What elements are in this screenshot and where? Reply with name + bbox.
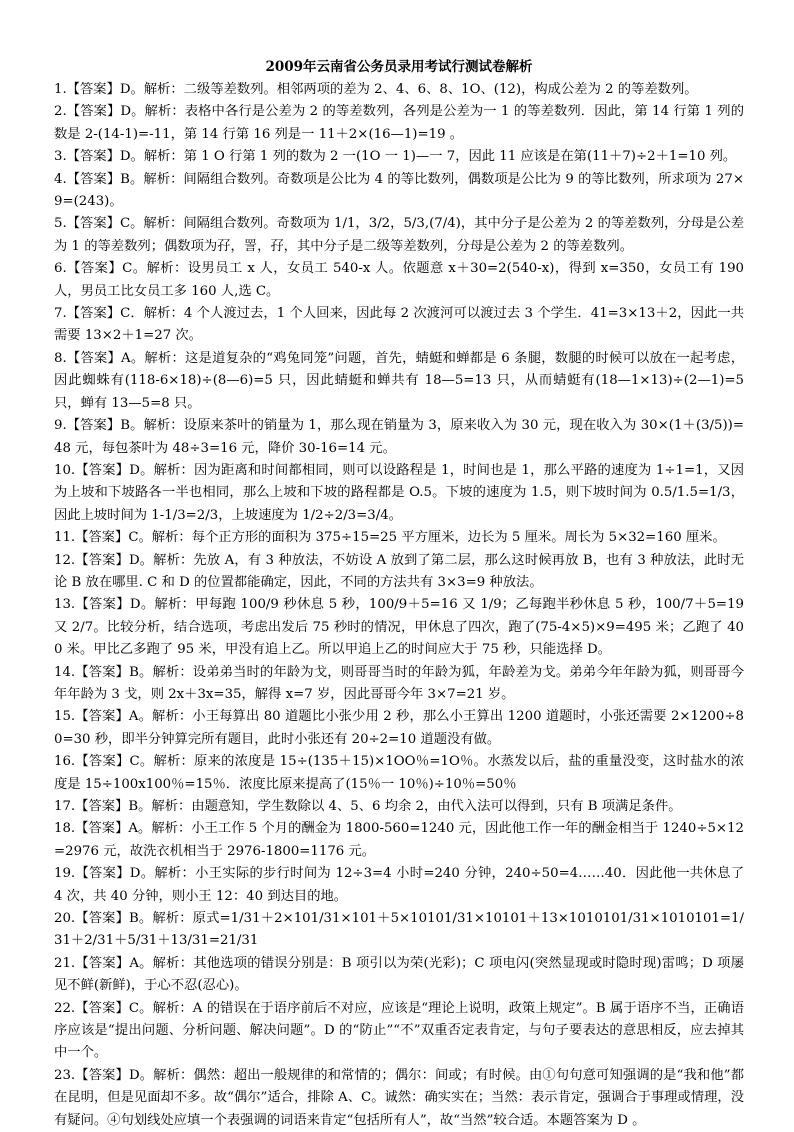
answer-item-18: 18.【答案】A。解析：小王工作 5 个月的酬金为 1800-560=1240 元，因此他工作一年的酬金相当于 1240÷5×12=2976 元，故洗衣机相当于 2976-1800=1176 元。 — [54, 821, 744, 859]
answer-item-2: 2.【答案】D。解析：表格中各行是公差为 2 的等差数列，各列是公差为一 1 的等差数列．因此，第 14 行第 1 列的数是 2-(14-1)=-11，第 14 行第 16 列是一 11＋2×(16—1)=19 。 — [54, 104, 744, 142]
answer-item-11: 11.【答案】C。解析：每个正方形的面积为 375÷15=25 平方厘米，边长为 5 厘米。周长为 5×32=160 厘米。 — [54, 530, 726, 546]
answer-item-16: 16.【答案】C。解析：原来的浓度是 15÷(135＋15)×1OO％=1O％。水蒸发以后，盐的重量没变，这时盐水的浓度是 15÷100x100％=15％．浓度比原来提高了(15％一 10％)÷10％=50％ — [54, 754, 744, 792]
answer-item-15: 15.【答案】A。解析：小王每算出 80 道题比小张少用 2 秒，那么小王算出 1200 道题时，小张还需要 2×1200÷80=30 秒，即半分钟算完所有题目，此时小张还有 20÷2=10 道题没有做。 — [54, 709, 744, 747]
answer-item-7: 7.【答案】C．解析：4 个人渡过去，1 个人回来，因此每 2 次渡河可以渡过去 3 个学生．41=3×13＋2，因此一共需要 13×2＋1=27 次。 — [54, 306, 744, 344]
answer-item-17: 17.【答案】B。解析：由题意知，学生数除以 4、5、6 均余 2，由代入法可以得到，只有 B 项满足条件。 — [54, 799, 682, 814]
answer-item-3: 3.【答案】D。解析：第 1 O 行第 1 列的数为 2 一(1O 一 1)—一 7，因此 11 应该是在第(11＋7)÷2＋1=10 列。 — [54, 149, 737, 165]
answer-item-19: 19.【答案】D。解析：小王实际的步行时间为 12÷3=4 小时=240 分钟，240÷50=4……40．因此他一共休息了 4 次，共 40 分钟，则小王 12：40 到达目的地。 — [54, 866, 744, 904]
answer-item-9: 9.【答案】B。解析：设原来茶叶的销量为 1，那么现在销量为 3，原来收入为 30 元，现在收入为 30×(1＋(3/5))=48 元，每包茶叶为 48÷3=16 元，降价 30-16=14 元。 — [54, 418, 744, 456]
answer-item-10: 10.【答案】D。解析：因为距离和时间都相同，则可以设路程是 1，时间也是 1，那么平路的速度为 1÷1=1，又因为上坡和下坡路各一半也相同，那么上坡和下坡的路程都是 O.5。下坡的速度为 1.5，则下坡时间为 0.5/1.5=1/3，因此上坡时间为 1-1/3=2/3，上坡速度为 1/2÷2/3=3/4。 — [54, 462, 744, 523]
answer-item-13: 13.【答案】D。解析：甲每跑 100/9 秒休息 5 秒，100/9＋5=16 又 1/9；乙每跑半秒休息 5 秒，100/7＋5=19 又 2/7。比较分析，结合选项，考虑出发后 75 秒时的情况，甲休息了四次，跑了(75-4×5)×9=495 米；乙跑了 400 米。甲比乙多跑了 95 米，甲没有追上乙。所以甲追上乙的时间应大于 75 秒，只能选择 D。 — [54, 597, 744, 658]
page-title: 2009年云南省公务员录用考试行测试卷解析 — [265, 59, 533, 75]
answer-item-22: 22.【答案】C。解析：A 的错误在于语序前后不对应，应该是“理论上说明，政策上规定”。B 属于语序不当，正确语序应该是“提出问题、分析问题、解决问题”。D 的“防止”“不”双重否定表肯定，与句子要表达的意思相反，应去掉其中一个。 — [54, 1000, 744, 1061]
answer-item-14: 14.【答案】B。解析：设弟弟当时的年龄为戈，则哥哥当时的年龄为狐，年龄差为戈。弟弟今年年龄为狐，则哥哥今年年龄为 3 戈，则 2x＋3x=35，解得 x=7 岁，因此哥哥今年 3×7=21 岁。 — [54, 664, 744, 702]
answer-item-4: 4.【答案】B。解析：间隔组合数列。奇数项是公比为 4 的等比数列，偶数项是公比为 9 的等比数列，所求项为 27×9=(243)。 — [54, 171, 744, 210]
answer-item-6: 6.【答案】C。解析：设男员工 x 人，女员工 540-x 人。依题意 x＋30=2(540-x)，得到 x=350，女员工有 190 人，男员工比女员工多 160 人,选 C。 — [54, 261, 744, 299]
answer-item-20: 20.【答案】B。解析：原式=1/31＋2×101/31×101＋5×10101/31×10101＋13×1010101/31×1010101=1/31＋2/31＋5/31＋13/31=21/31 — [54, 911, 744, 949]
answer-item-8: 8.【答案】A。解析：这是道复杂的“鸡兔同笼”问题，首先，蜻蜓和蝉都是 6 条腿，数腿的时候可以放在一起考虑，因此蜘蛛有(118-6×18)÷(8—6)=5 只，因此蜻蜓和蝉共有 18—5=13 只，从而蜻蜓有(18—1×13)÷(2—1)=5 只，蝉有 13—5=8 只。 — [54, 350, 744, 411]
answer-item-21: 21.【答案】A。解析：其他选项的错误分别是：B 项引以为荣(光彩)；C 项电闪(突然显现或时隐时现)雷鸣；D 项屡见不鲜(新鲜)，于心不忍(忍心)。 — [54, 955, 744, 994]
answer-item-5: 5.【答案】C。解析：间隔组合数列。奇数项为 1/1，3/2，5/3,(7/4)，其中分子是公差为 2 的等差数列，分母是公差为 1 的等差数列；偶数项为孖，詈，孖，其中分子是二级等差数列，分母是公差为 2 的等差数列。 — [54, 216, 744, 254]
answer-item-1: 1.【答案】D。解析：二级等差数列。相邻两项的差为 2、4、6、8、1O、(12)，构成公差为 2 的等差数列。 — [54, 82, 698, 97]
answer-item-23: 23.【答案】D。解析：偶然：超出一般规律的和常情的；偶尔：间或；有时候。由①句句意可知强调的是“我和他”都在昆明，但是见面却不多。故“偶尔”适合，排除 A、C。诚然：确实实在；当然：表示肯定，强调合于事理或情理，没有疑问。④句划线处应填一个表强调的词语来肯定“包括所有人”，故“当然”较合适。本题答案为 D 。 — [54, 1067, 744, 1128]
answer-item-12: 12.【答案】D。解析：先放 A，有 3 种放法，不妨设 A 放到了第二层，那么这时候再放 B，也有 3 种放法，此时无论 B 放在哪里. C 和 D 的位置都能确定，因此，不同的方法共有 3×3=9 种放法。 — [54, 552, 744, 590]
answer-list — [54, 79, 744, 1132]
